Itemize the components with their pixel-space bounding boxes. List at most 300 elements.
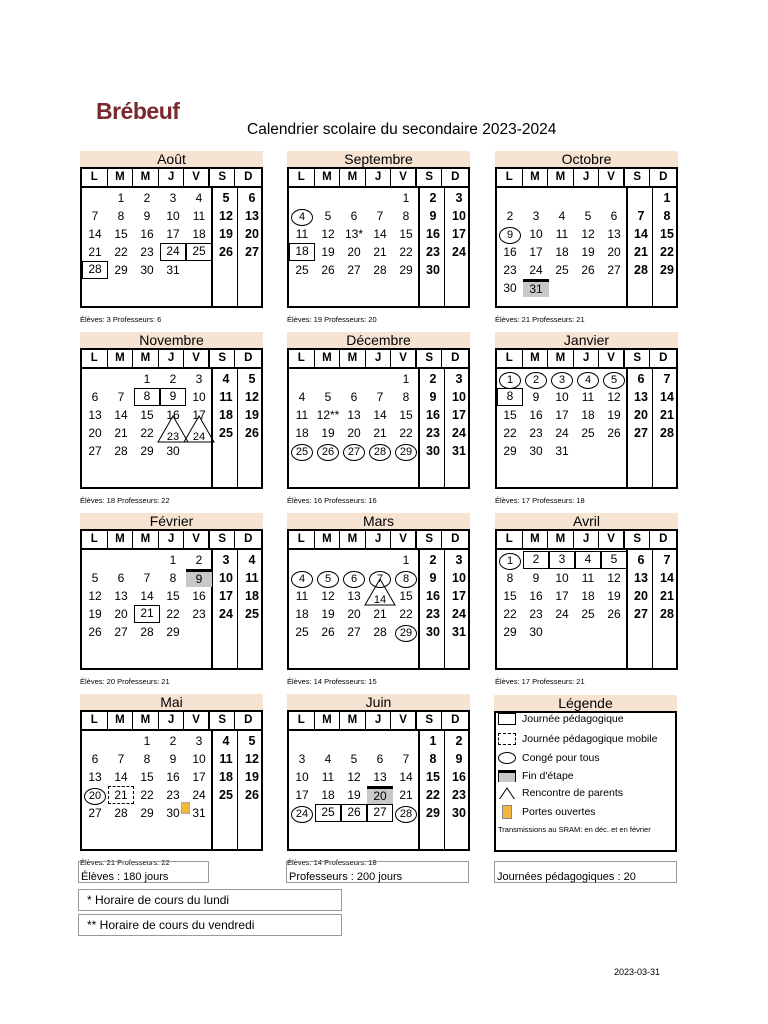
day-cell: 12 [607, 390, 621, 404]
day-cell: 5 [324, 390, 332, 404]
day-cell: 24 [192, 788, 206, 802]
weekday-header: V [599, 350, 625, 367]
day-cell: 30 [426, 263, 440, 277]
document-date: 2023-03-31 [613, 967, 660, 977]
weekday-header: V [599, 169, 625, 186]
day-cell: 13 [347, 408, 361, 422]
day-cell: 13 [88, 408, 102, 422]
summary-eleves: Élèves : 180 jours [78, 861, 209, 883]
day-cell: 5 [248, 734, 256, 748]
page-title: Calendrier scolaire du secondaire 2023-2024 [247, 121, 557, 138]
day-cell: 19 [607, 589, 621, 603]
day-cell: 22 [114, 245, 128, 259]
month-name: Septembre [287, 151, 470, 167]
day-cell: 5 [91, 571, 99, 585]
day-cell: 28 [114, 444, 128, 458]
month-name: Avril [495, 513, 678, 529]
day-cell: 11 [581, 571, 595, 585]
day-cell: 28 [114, 806, 128, 820]
day-cell: 11 [245, 571, 259, 585]
legend-title: Légende [494, 695, 677, 711]
day-cell: 9 [429, 571, 437, 585]
day-cell: 18 [295, 607, 309, 621]
day-cell: 29 [660, 263, 674, 277]
day-cell: 26 [315, 442, 341, 460]
day-cell: 25 [295, 263, 309, 277]
day-cell: 6 [350, 209, 358, 223]
day-cell: 14 [399, 770, 413, 784]
month-stats: Élèves: 16 Professeurs: 16 [287, 496, 377, 505]
weekday-header: J [159, 531, 185, 548]
day-cell: 10 [166, 209, 180, 223]
day-cell: 7 [663, 553, 671, 567]
weekday-header: L [497, 169, 523, 186]
day-cell: 1 [497, 370, 523, 388]
day-cell: 30 [529, 444, 543, 458]
day-cell: 18 [581, 408, 595, 422]
day-cell: 19 [245, 770, 259, 784]
weekday-header: M [133, 531, 159, 548]
month-grid [495, 529, 678, 670]
circle-icon [498, 752, 516, 764]
weekday-header: L [289, 350, 315, 367]
day-cell: 15 [503, 589, 517, 603]
day-cell: 9 [532, 571, 540, 585]
weekday-header: V [184, 531, 210, 548]
day-cell: 29 [166, 625, 180, 639]
day-cell: 23 [452, 788, 466, 802]
weekday-header: L [289, 712, 315, 729]
day-cell: 5 [601, 370, 627, 388]
day-cell: 13 [88, 770, 102, 784]
day-cell: 9 [532, 390, 540, 404]
day-cell: 16 [529, 589, 543, 603]
legend [494, 695, 677, 852]
day-cell: 4 [289, 569, 315, 587]
day-cell: 12 [219, 209, 233, 223]
day-cell: 17 [529, 245, 543, 259]
weekday-header: L [82, 712, 108, 729]
day-cell: 17 [219, 589, 233, 603]
day-cell: 19 [219, 227, 233, 241]
day-cell: 1 [429, 734, 437, 748]
day-cell: 30 [529, 625, 543, 639]
weekday-header: L [497, 531, 523, 548]
weekday-header: D [244, 533, 253, 545]
day-cell: 27 [341, 442, 367, 460]
day-cell: 6 [91, 752, 99, 766]
day-cell: 6 [91, 390, 99, 404]
day-cell: 25 [581, 426, 595, 440]
day-cell: 12 [88, 589, 102, 603]
day-cell: 11 [219, 752, 233, 766]
day-cell: 3 [532, 209, 540, 223]
day-cell: 6 [637, 372, 645, 386]
day-cell: 3 [298, 752, 306, 766]
day-cell: 3 [222, 553, 230, 567]
day-cell: 3 [169, 191, 177, 205]
day-cell: 26 [245, 788, 259, 802]
day-cell: 8 [429, 752, 437, 766]
day-cell: 10 [452, 571, 466, 585]
legend-item [498, 733, 657, 745]
day-cell: 9 [169, 752, 177, 766]
day-cell: 22 [503, 607, 517, 621]
day-cell: 17 [166, 227, 180, 241]
day-cell: 9 [429, 390, 437, 404]
day-cell: 12 [245, 752, 259, 766]
weekday-header: J [366, 531, 392, 548]
month-2 [495, 151, 678, 324]
month-stats: Élèves: 3 Professeurs: 6 [80, 315, 162, 324]
day-cell: 29 [503, 444, 517, 458]
day-cell: 2 [195, 553, 203, 567]
day-cell: 1 [497, 551, 523, 569]
day-cell: 7 [117, 390, 125, 404]
day-cell: 24 [160, 243, 186, 261]
month-name: Mars [287, 513, 470, 529]
day-cell: 4 [222, 734, 230, 748]
day-cell: 22 [660, 245, 674, 259]
day-cell: 2 [429, 191, 437, 205]
day-cell: 14 [373, 408, 387, 422]
day-cell: 13 [634, 390, 648, 404]
day-cell: 17 [452, 408, 466, 422]
day-cell: 7 [367, 569, 393, 587]
month-stats: Élèves: 19 Professeurs: 20 [287, 315, 377, 324]
day-cell: 8 [402, 209, 410, 223]
day-cell: 18 [321, 788, 335, 802]
day-cell: 17 [452, 589, 466, 603]
note-lundi: * Horaire de cours du lundi [78, 889, 342, 911]
day-cell: 23 [192, 607, 206, 621]
day-cell: 30 [166, 444, 180, 458]
day-cell: 7 [402, 752, 410, 766]
weekday-header: V [184, 169, 210, 186]
day-cell: 4 [575, 551, 601, 569]
note-vendredi: ** Horaire de cours du vendredi [78, 914, 342, 936]
month-stats: Élèves: 21 Professeurs: 21 [495, 315, 585, 324]
day-cell: 11 [295, 408, 309, 422]
month-stats: Élèves: 18 Professeurs: 22 [80, 496, 170, 505]
weekday-header: S [210, 712, 236, 729]
day-cell: 16 [426, 408, 440, 422]
day-cell: 20 [634, 589, 648, 603]
day-cell: 26 [321, 625, 335, 639]
day-cell: 29 [140, 806, 154, 820]
day-cell: 27 [88, 444, 102, 458]
day-cell: 16 [166, 770, 180, 784]
day-cell: 7 [91, 209, 99, 223]
day-cell: 10 [192, 390, 206, 404]
month-4 [287, 332, 470, 505]
day-cell: 21 [88, 245, 102, 259]
day-cell: 16 [166, 408, 180, 422]
day-cell: 12 [321, 227, 335, 241]
day-cell: 22 [140, 788, 154, 802]
day-cell: 13 [114, 589, 128, 603]
day-cell: 3 [549, 551, 575, 569]
day-cell: 2 [169, 734, 177, 748]
day-cell: 7 [663, 372, 671, 386]
day-cell: 11 [321, 770, 335, 784]
day-cell: 16 [503, 245, 517, 259]
day-cell: 27 [634, 426, 648, 440]
day-cell: 7 [376, 209, 384, 223]
day-cell: 21 [660, 589, 674, 603]
day-cell: 25 [295, 625, 309, 639]
month-stats: Élèves: 14 Professeurs: 18 [287, 858, 377, 867]
day-cell: 6 [117, 571, 125, 585]
day-cell: 2 [429, 372, 437, 386]
day-cell: 25 [581, 607, 595, 621]
day-cell: 21 [134, 605, 160, 623]
month-9 [80, 694, 263, 867]
box-icon [498, 713, 516, 725]
day-cell: 6 [248, 191, 256, 205]
weekday-header: D [451, 714, 460, 726]
day-cell: 17 [192, 770, 206, 784]
day-cell: 12** [316, 408, 340, 422]
day-cell: 15 [140, 408, 154, 422]
day-cell: 8 [169, 571, 177, 585]
day-cell: 20 [367, 786, 393, 804]
day-cell: 29 [140, 444, 154, 458]
weekday-header: M [315, 712, 341, 729]
day-cell: 5 [350, 752, 358, 766]
day-cell: 3 [455, 191, 463, 205]
day-cell: 26 [607, 426, 621, 440]
month-1 [287, 151, 470, 324]
weekday-header: S [210, 531, 236, 548]
day-cell: 7 [143, 571, 151, 585]
day-cell: 27 [347, 263, 361, 277]
weekday-header: L [82, 169, 108, 186]
day-cell: 23 [529, 426, 543, 440]
day-cell: 11 [581, 390, 595, 404]
day-cell: 15 [166, 589, 180, 603]
day-cell: 24 [289, 804, 315, 822]
day-cell: 6 [610, 209, 618, 223]
weekday-header: J [366, 712, 392, 729]
day-cell: 1 [402, 191, 410, 205]
day-cell: 1 [117, 191, 125, 205]
day-cell: 27 [88, 806, 102, 820]
weekday-header: J [574, 531, 600, 548]
day-cell: 23 [166, 788, 180, 802]
day-cell: 30 [503, 281, 517, 295]
day-cell: 19 [581, 245, 595, 259]
day-cell: 13 [607, 227, 621, 241]
open-door-icon [502, 805, 512, 819]
day-cell: 22 [399, 426, 413, 440]
day-cell: 18 [219, 408, 233, 422]
weekday-header: J [159, 169, 185, 186]
month-name: Juin [287, 694, 470, 710]
day-cell: 13 [373, 770, 387, 784]
day-cell: 9 [455, 752, 463, 766]
legend-note: Transmissions au SRAM: en déc. et en février [498, 825, 651, 834]
day-cell: 28 [367, 442, 393, 460]
day-cell: 23 [529, 607, 543, 621]
day-cell: 1 [143, 372, 151, 386]
day-cell: 17 [555, 408, 569, 422]
day-cell: 4 [558, 209, 566, 223]
day-cell: 8 [117, 209, 125, 223]
month-0 [80, 151, 263, 324]
day-cell: 4 [324, 752, 332, 766]
day-cell: 29 [426, 806, 440, 820]
day-cell: 31 [452, 625, 466, 639]
day-cell: 5 [324, 209, 332, 223]
day-cell: 25 [219, 426, 233, 440]
day-cell: 25 [315, 804, 341, 822]
weekday-header: V [184, 350, 210, 367]
day-cell: 2 [455, 734, 463, 748]
day-cell: 24 [555, 426, 569, 440]
weekday-header: M [340, 169, 366, 186]
day-cell: 2 [523, 551, 549, 569]
day-cell: 18 [295, 426, 309, 440]
day-cell: 9 [497, 225, 523, 243]
legend-label: Fin d'étape [522, 770, 574, 782]
day-cell: 15 [660, 227, 674, 241]
month-3 [80, 332, 263, 505]
legend-item [498, 770, 574, 782]
day-cell: 26 [219, 245, 233, 259]
day-cell: 18 [192, 227, 206, 241]
day-cell: 2 [143, 191, 151, 205]
day-cell: 26 [581, 263, 595, 277]
day-cell: 10 [219, 571, 233, 585]
month-grid [287, 529, 470, 670]
day-cell: 30 [426, 625, 440, 639]
day-cell: 22 [399, 245, 413, 259]
day-cell: 2 [506, 209, 514, 223]
day-cell: 25 [289, 442, 315, 460]
weekday-header: D [659, 352, 668, 364]
day-cell: 5 [584, 209, 592, 223]
day-cell: 16 [140, 227, 154, 241]
day-cell: 9 [143, 209, 151, 223]
day-cell: 10 [555, 390, 569, 404]
legend-item [498, 787, 623, 799]
weekday-header: S [625, 169, 651, 186]
day-cell: 13 [634, 571, 648, 585]
weekday-header: D [451, 533, 460, 545]
day-cell: 10 [452, 390, 466, 404]
day-cell: 15 [399, 227, 413, 241]
month-grid [80, 710, 263, 851]
day-cell: 7 [117, 752, 125, 766]
month-grid [287, 710, 470, 851]
day-cell: 20 [607, 245, 621, 259]
day-cell: 28 [634, 263, 648, 277]
day-cell: 31 [555, 444, 569, 458]
day-cell: 14 [114, 408, 128, 422]
day-cell: 13 [245, 209, 259, 223]
legend-label: Journée pédagogique [522, 713, 624, 725]
weekday-header: V [391, 169, 417, 186]
day-cell: 17 [452, 227, 466, 241]
weekday-header: M [315, 169, 341, 186]
day-cell: 4 [195, 191, 203, 205]
day-cell: 9 [429, 209, 437, 223]
day-cell: 27 [245, 245, 259, 259]
day-cell: 23 [160, 424, 186, 442]
day-cell: 15 [426, 770, 440, 784]
weekday-header: M [523, 531, 549, 548]
day-cell: 21 [114, 426, 128, 440]
day-cell: 19 [321, 245, 335, 259]
weekday-header: M [340, 712, 366, 729]
day-cell: 12 [347, 770, 361, 784]
day-cell: 21 [373, 426, 387, 440]
legend-label: Congé pour tous [522, 752, 600, 764]
day-cell: 29 [114, 263, 128, 277]
day-cell: 24 [219, 607, 233, 621]
day-cell: 1 [402, 553, 410, 567]
day-cell: 26 [245, 426, 259, 440]
day-cell: 12 [321, 589, 335, 603]
weekday-header: L [289, 169, 315, 186]
day-cell: 28 [660, 426, 674, 440]
month-name: Janvier [495, 332, 678, 348]
day-cell: 20 [88, 426, 102, 440]
day-cell: 26 [341, 804, 367, 822]
day-cell: 4 [575, 370, 601, 388]
day-cell: 15 [114, 227, 128, 241]
day-cell: 3 [549, 370, 575, 388]
day-cell: 25 [186, 243, 212, 261]
day-cell: 23 [426, 426, 440, 440]
weekday-header: L [82, 531, 108, 548]
weekday-header: V [391, 350, 417, 367]
day-cell: 18 [219, 770, 233, 784]
day-cell: 10 [192, 752, 206, 766]
day-cell: 2 [429, 553, 437, 567]
day-cell: 14 [373, 227, 387, 241]
day-cell: 24 [529, 263, 543, 277]
day-cell: 10 [452, 209, 466, 223]
day-cell: 26 [607, 607, 621, 621]
day-cell: 1 [143, 734, 151, 748]
day-cell: 20 [114, 607, 128, 621]
summary-jp: Journées pédagogiques : 20 [494, 861, 677, 883]
day-cell: 25 [555, 263, 569, 277]
day-cell: 23 [426, 607, 440, 621]
weekday-header: V [184, 712, 210, 729]
day-cell: 10 [529, 227, 543, 241]
weekday-header: L [289, 531, 315, 548]
day-cell: 5 [315, 569, 341, 587]
day-cell: 29 [393, 623, 419, 641]
weekday-header: M [548, 169, 574, 186]
day-cell: 24 [452, 426, 466, 440]
day-cell: 3 [195, 372, 203, 386]
day-cell: 8 [402, 390, 410, 404]
day-cell: 27 [607, 263, 621, 277]
day-cell: 8 [143, 752, 151, 766]
day-cell: 4 [248, 553, 256, 567]
day-cell: 24 [186, 424, 212, 442]
weekday-header: S [417, 712, 443, 729]
weekday-header: M [133, 350, 159, 367]
day-cell: 11 [192, 209, 206, 223]
day-cell: 28 [393, 804, 419, 822]
weekday-header: M [315, 350, 341, 367]
month-name: Décembre [287, 332, 470, 348]
